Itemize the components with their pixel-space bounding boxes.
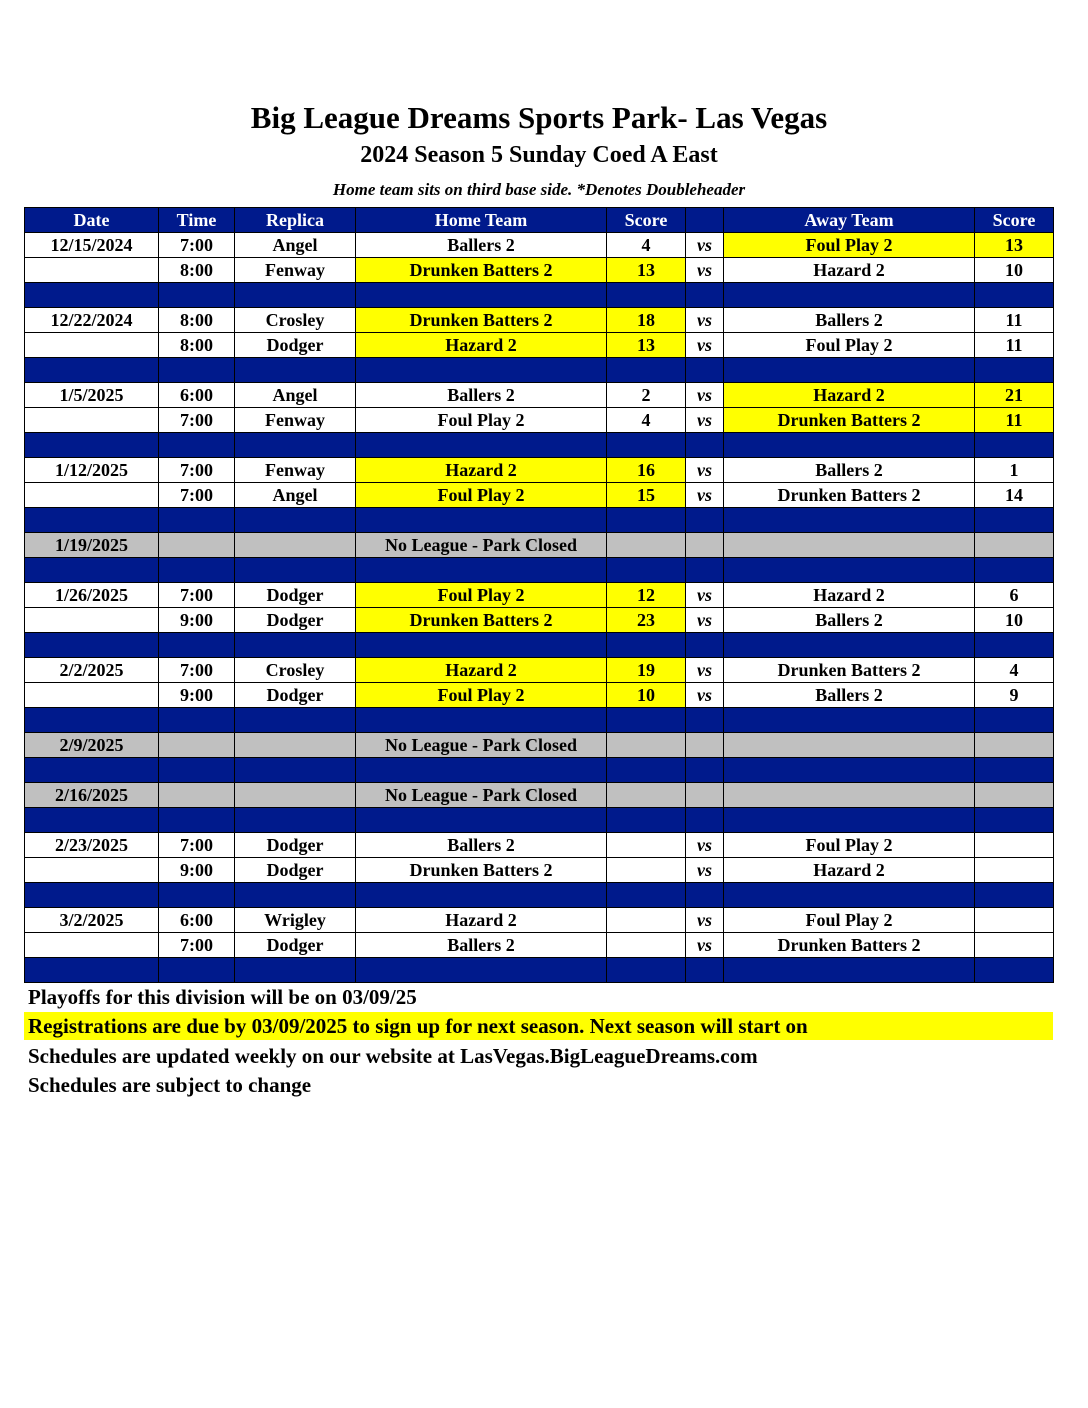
- separator-cell: [235, 508, 356, 533]
- away-score-cell: [975, 533, 1054, 558]
- away-team-cell: Hazard 2: [724, 583, 975, 608]
- separator-cell: [235, 758, 356, 783]
- away-score-cell: 10: [975, 258, 1054, 283]
- away-team-cell: Drunken Batters 2: [724, 408, 975, 433]
- col-replica-header: Replica: [235, 208, 356, 233]
- away-team-cell: Hazard 2: [724, 383, 975, 408]
- separator-cell: [356, 758, 607, 783]
- home-team-cell: Drunken Batters 2: [356, 258, 607, 283]
- vs-cell: vs: [686, 483, 724, 508]
- separator-cell: [686, 633, 724, 658]
- separator-row: [25, 883, 1054, 908]
- home-score-cell: 15: [607, 483, 686, 508]
- away-score-cell: [975, 933, 1054, 958]
- separator-row: [25, 558, 1054, 583]
- replica-cell: Fenway: [235, 408, 356, 433]
- separator-cell: [159, 433, 235, 458]
- vs-cell: vs: [686, 383, 724, 408]
- separator-cell: [356, 808, 607, 833]
- separator-row: [25, 708, 1054, 733]
- away-score-cell: 9: [975, 683, 1054, 708]
- separator-cell: [975, 633, 1054, 658]
- separator-cell: [235, 433, 356, 458]
- home-team-cell: Hazard 2: [356, 458, 607, 483]
- closed-message: No League - Park Closed: [356, 733, 607, 758]
- separator-cell: [724, 508, 975, 533]
- separator-cell: [607, 883, 686, 908]
- home-score-cell: [607, 908, 686, 933]
- home-team-cell: Hazard 2: [356, 333, 607, 358]
- replica-cell: Dodger: [235, 333, 356, 358]
- separator-cell: [607, 758, 686, 783]
- replica-cell: Angel: [235, 483, 356, 508]
- closed-row: [25, 783, 1054, 808]
- separator-cell: [724, 633, 975, 658]
- separator-cell: [686, 433, 724, 458]
- separator-row: [25, 633, 1054, 658]
- replica-cell: Dodger: [235, 833, 356, 858]
- away-score-cell: 11: [975, 333, 1054, 358]
- separator-cell: [235, 708, 356, 733]
- game-row: [25, 333, 1054, 358]
- separator-cell: [724, 283, 975, 308]
- time-cell: 9:00: [159, 683, 235, 708]
- time-cell: 7:00: [159, 233, 235, 258]
- home-team-cell: Drunken Batters 2: [356, 858, 607, 883]
- home-team-cell: Foul Play 2: [356, 408, 607, 433]
- separator-cell: [607, 358, 686, 383]
- separator-cell: [724, 358, 975, 383]
- away-team-cell: Ballers 2: [724, 458, 975, 483]
- separator-cell: [607, 433, 686, 458]
- separator-cell: [356, 433, 607, 458]
- date-cell: 1/5/2025: [25, 383, 159, 408]
- date-cell: [25, 608, 159, 633]
- vs-cell: vs: [686, 858, 724, 883]
- separator-cell: [975, 883, 1054, 908]
- col-vs-header: [686, 208, 724, 233]
- separator-cell: [686, 808, 724, 833]
- game-row: [25, 608, 1054, 633]
- separator-cell: [356, 708, 607, 733]
- separator-cell: [25, 883, 159, 908]
- date-cell: 2/23/2025: [25, 833, 159, 858]
- separator-cell: [686, 708, 724, 733]
- separator-cell: [724, 558, 975, 583]
- replica-cell: Dodger: [235, 583, 356, 608]
- separator-cell: [159, 758, 235, 783]
- separator-cell: [159, 633, 235, 658]
- time-cell: 7:00: [159, 833, 235, 858]
- date-cell: [25, 933, 159, 958]
- away-team-cell: Foul Play 2: [724, 233, 975, 258]
- separator-cell: [159, 808, 235, 833]
- vs-cell: [686, 733, 724, 758]
- time-cell: [159, 733, 235, 758]
- vs-cell: vs: [686, 833, 724, 858]
- home-score-cell: 4: [607, 233, 686, 258]
- date-cell: 1/12/2025: [25, 458, 159, 483]
- separator-cell: [25, 433, 159, 458]
- separator-cell: [724, 808, 975, 833]
- separator-cell: [25, 283, 159, 308]
- vs-cell: vs: [686, 308, 724, 333]
- time-cell: 9:00: [159, 858, 235, 883]
- replica-cell: Crosley: [235, 658, 356, 683]
- date-cell: [25, 683, 159, 708]
- closed-message: No League - Park Closed: [356, 783, 607, 808]
- separator-cell: [975, 758, 1054, 783]
- time-cell: 8:00: [159, 333, 235, 358]
- replica-cell: [235, 533, 356, 558]
- col-away-score-header: Score: [975, 208, 1054, 233]
- game-row: [25, 233, 1054, 258]
- game-row: [25, 583, 1054, 608]
- separator-cell: [25, 358, 159, 383]
- away-score-cell: [975, 858, 1054, 883]
- away-team-cell: Ballers 2: [724, 608, 975, 633]
- vs-cell: vs: [686, 933, 724, 958]
- home-score-cell: [607, 533, 686, 558]
- vs-cell: [686, 533, 724, 558]
- away-score-cell: [975, 733, 1054, 758]
- away-team-cell: Foul Play 2: [724, 833, 975, 858]
- home-score-cell: 2: [607, 383, 686, 408]
- separator-cell: [159, 508, 235, 533]
- game-row: [25, 908, 1054, 933]
- home-team-cell: Drunken Batters 2: [356, 308, 607, 333]
- time-cell: 7:00: [159, 483, 235, 508]
- home-score-cell: 4: [607, 408, 686, 433]
- date-cell: [25, 408, 159, 433]
- separator-cell: [686, 358, 724, 383]
- vs-cell: vs: [686, 908, 724, 933]
- replica-cell: Dodger: [235, 683, 356, 708]
- separator-cell: [975, 358, 1054, 383]
- closed-message: No League - Park Closed: [356, 533, 607, 558]
- home-score-cell: [607, 858, 686, 883]
- separator-cell: [159, 708, 235, 733]
- game-row: [25, 483, 1054, 508]
- schedule-note: Home team sits on third base side. *Denotes Doubleheader: [332, 180, 746, 199]
- away-score-cell: [975, 833, 1054, 858]
- replica-cell: Wrigley: [235, 908, 356, 933]
- separator-cell: [724, 958, 975, 983]
- separator-cell: [235, 558, 356, 583]
- separator-cell: [607, 508, 686, 533]
- website-note: Schedules are updated weekly on our website at LasVegas.BigLeagueDreams.com: [28, 1044, 758, 1068]
- home-score-cell: 13: [607, 258, 686, 283]
- vs-cell: vs: [686, 333, 724, 358]
- vs-cell: vs: [686, 458, 724, 483]
- game-row: [25, 933, 1054, 958]
- game-row: [25, 383, 1054, 408]
- game-row: [25, 683, 1054, 708]
- away-score-cell: 13: [975, 233, 1054, 258]
- separator-row: [25, 283, 1054, 308]
- separator-cell: [686, 283, 724, 308]
- date-cell: 12/22/2024: [25, 308, 159, 333]
- schedule-table: [24, 207, 1054, 983]
- separator-cell: [975, 958, 1054, 983]
- vs-cell: vs: [686, 408, 724, 433]
- separator-cell: [686, 883, 724, 908]
- separator-cell: [235, 883, 356, 908]
- separator-cell: [607, 633, 686, 658]
- time-cell: [159, 533, 235, 558]
- away-score-cell: 14: [975, 483, 1054, 508]
- away-team-cell: Ballers 2: [724, 308, 975, 333]
- separator-cell: [975, 433, 1054, 458]
- game-row: [25, 408, 1054, 433]
- game-row: [25, 458, 1054, 483]
- home-team-cell: Foul Play 2: [356, 683, 607, 708]
- separator-cell: [356, 558, 607, 583]
- separator-row: [25, 433, 1054, 458]
- date-cell: [25, 258, 159, 283]
- replica-cell: Crosley: [235, 308, 356, 333]
- separator-cell: [235, 958, 356, 983]
- away-team-cell: Drunken Batters 2: [724, 658, 975, 683]
- home-score-cell: [607, 783, 686, 808]
- separator-cell: [356, 508, 607, 533]
- game-row: [25, 258, 1054, 283]
- separator-cell: [356, 358, 607, 383]
- closed-row: [25, 533, 1054, 558]
- away-score-cell: [975, 783, 1054, 808]
- home-score-cell: 19: [607, 658, 686, 683]
- time-cell: 7:00: [159, 933, 235, 958]
- col-home-team-header: Home Team: [356, 208, 607, 233]
- home-score-cell: 18: [607, 308, 686, 333]
- time-cell: 6:00: [159, 383, 235, 408]
- separator-cell: [975, 283, 1054, 308]
- vs-cell: vs: [686, 258, 724, 283]
- table-header-row: [25, 208, 1054, 233]
- separator-cell: [159, 283, 235, 308]
- separator-cell: [25, 558, 159, 583]
- time-cell: 8:00: [159, 258, 235, 283]
- schedule-body: [25, 233, 1054, 983]
- time-cell: 8:00: [159, 308, 235, 333]
- home-team-cell: Hazard 2: [356, 908, 607, 933]
- away-team-cell: [724, 733, 975, 758]
- home-team-cell: Drunken Batters 2: [356, 608, 607, 633]
- date-cell: 12/15/2024: [25, 233, 159, 258]
- home-team-cell: Ballers 2: [356, 233, 607, 258]
- away-team-cell: Foul Play 2: [724, 333, 975, 358]
- separator-cell: [724, 758, 975, 783]
- date-cell: 3/2/2025: [25, 908, 159, 933]
- time-cell: 6:00: [159, 908, 235, 933]
- vs-cell: vs: [686, 608, 724, 633]
- away-score-cell: 10: [975, 608, 1054, 633]
- time-cell: 7:00: [159, 583, 235, 608]
- separator-cell: [686, 758, 724, 783]
- separator-cell: [607, 558, 686, 583]
- separator-cell: [235, 358, 356, 383]
- separator-cell: [724, 433, 975, 458]
- separator-cell: [25, 758, 159, 783]
- separator-row: [25, 958, 1054, 983]
- page-subtitle: 2024 Season 5 Sunday Coed A East: [360, 142, 718, 168]
- separator-cell: [25, 508, 159, 533]
- separator-cell: [607, 283, 686, 308]
- separator-cell: [235, 283, 356, 308]
- away-score-cell: 1: [975, 458, 1054, 483]
- replica-cell: Dodger: [235, 858, 356, 883]
- time-cell: 7:00: [159, 408, 235, 433]
- date-cell: 2/9/2025: [25, 733, 159, 758]
- closed-row: [25, 733, 1054, 758]
- playoffs-note: Playoffs for this division will be on 03/09/25: [28, 985, 417, 1009]
- separator-cell: [975, 808, 1054, 833]
- separator-cell: [235, 808, 356, 833]
- separator-cell: [356, 958, 607, 983]
- page-title: Big League Dreams Sports Park- Las Vegas: [250, 100, 828, 135]
- col-home-score-header: Score: [607, 208, 686, 233]
- home-team-cell: Ballers 2: [356, 933, 607, 958]
- separator-row: [25, 508, 1054, 533]
- replica-cell: Angel: [235, 233, 356, 258]
- away-team-cell: Drunken Batters 2: [724, 483, 975, 508]
- away-score-cell: 6: [975, 583, 1054, 608]
- replica-cell: Fenway: [235, 258, 356, 283]
- date-cell: [25, 858, 159, 883]
- home-team-cell: Hazard 2: [356, 658, 607, 683]
- replica-cell: [235, 783, 356, 808]
- home-score-cell: 13: [607, 333, 686, 358]
- home-score-cell: [607, 933, 686, 958]
- home-score-cell: 16: [607, 458, 686, 483]
- col-time-header: Time: [159, 208, 235, 233]
- time-cell: 9:00: [159, 608, 235, 633]
- vs-cell: vs: [686, 658, 724, 683]
- date-cell: 2/2/2025: [25, 658, 159, 683]
- separator-cell: [159, 358, 235, 383]
- home-team-cell: Foul Play 2: [356, 483, 607, 508]
- time-cell: [159, 783, 235, 808]
- separator-cell: [25, 708, 159, 733]
- separator-row: [25, 758, 1054, 783]
- separator-cell: [356, 633, 607, 658]
- separator-cell: [356, 883, 607, 908]
- home-score-cell: [607, 733, 686, 758]
- away-team-cell: Foul Play 2: [724, 908, 975, 933]
- vs-cell: vs: [686, 583, 724, 608]
- separator-cell: [724, 883, 975, 908]
- separator-cell: [724, 708, 975, 733]
- away-team-cell: Hazard 2: [724, 858, 975, 883]
- separator-row: [25, 358, 1054, 383]
- away-team-cell: Hazard 2: [724, 258, 975, 283]
- away-team-cell: [724, 783, 975, 808]
- away-team-cell: Drunken Batters 2: [724, 933, 975, 958]
- separator-cell: [607, 708, 686, 733]
- separator-row: [25, 808, 1054, 833]
- separator-cell: [25, 808, 159, 833]
- home-team-cell: Ballers 2: [356, 383, 607, 408]
- away-team-cell: Ballers 2: [724, 683, 975, 708]
- col-date-header: Date: [25, 208, 159, 233]
- replica-cell: Dodger: [235, 608, 356, 633]
- separator-cell: [686, 508, 724, 533]
- vs-cell: vs: [686, 683, 724, 708]
- away-score-cell: 11: [975, 308, 1054, 333]
- game-row: [25, 308, 1054, 333]
- separator-cell: [356, 283, 607, 308]
- separator-cell: [607, 808, 686, 833]
- vs-cell: vs: [686, 233, 724, 258]
- date-cell: 1/26/2025: [25, 583, 159, 608]
- separator-cell: [686, 558, 724, 583]
- home-score-cell: 10: [607, 683, 686, 708]
- game-row: [25, 833, 1054, 858]
- replica-cell: [235, 733, 356, 758]
- separator-cell: [607, 958, 686, 983]
- game-row: [25, 858, 1054, 883]
- separator-cell: [235, 633, 356, 658]
- date-cell: [25, 483, 159, 508]
- separator-cell: [159, 958, 235, 983]
- separator-cell: [25, 958, 159, 983]
- separator-cell: [975, 708, 1054, 733]
- home-team-cell: Foul Play 2: [356, 583, 607, 608]
- away-team-cell: [724, 533, 975, 558]
- vs-cell: [686, 783, 724, 808]
- change-note: Schedules are subject to change: [28, 1073, 312, 1097]
- replica-cell: Fenway: [235, 458, 356, 483]
- date-cell: 2/16/2025: [25, 783, 159, 808]
- separator-cell: [975, 508, 1054, 533]
- registration-note: Registrations are due by 03/09/2025 to sign up for next season. Next season will start on: [24, 1012, 1053, 1040]
- col-away-team-header: Away Team: [724, 208, 975, 233]
- home-score-cell: [607, 833, 686, 858]
- replica-cell: Angel: [235, 383, 356, 408]
- game-row: [25, 658, 1054, 683]
- separator-cell: [159, 883, 235, 908]
- separator-cell: [25, 633, 159, 658]
- separator-cell: [975, 558, 1054, 583]
- away-score-cell: 4: [975, 658, 1054, 683]
- home-score-cell: 12: [607, 583, 686, 608]
- replica-cell: Dodger: [235, 933, 356, 958]
- home-team-cell: Ballers 2: [356, 833, 607, 858]
- home-score-cell: 23: [607, 608, 686, 633]
- separator-cell: [686, 958, 724, 983]
- time-cell: 7:00: [159, 658, 235, 683]
- date-cell: [25, 333, 159, 358]
- away-score-cell: 21: [975, 383, 1054, 408]
- time-cell: 7:00: [159, 458, 235, 483]
- separator-cell: [159, 558, 235, 583]
- away-score-cell: [975, 908, 1054, 933]
- away-score-cell: 11: [975, 408, 1054, 433]
- date-cell: 1/19/2025: [25, 533, 159, 558]
